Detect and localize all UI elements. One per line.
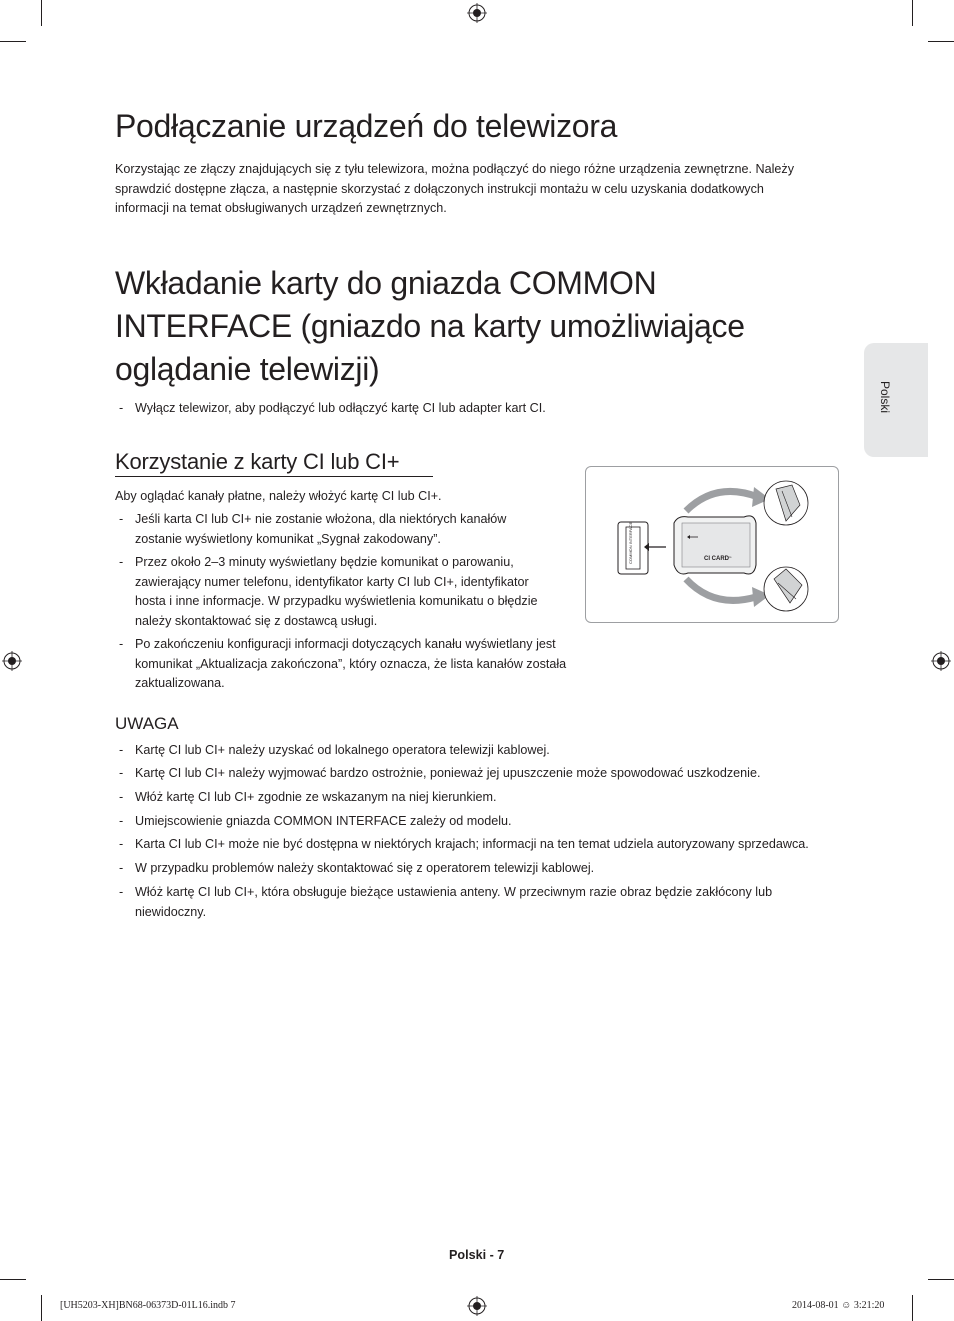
crop-mark	[41, 0, 42, 26]
section-title-ci-card: Korzystanie z karty CI lub CI+	[115, 449, 400, 474]
section-title-underline	[115, 476, 433, 477]
power-off-note: Wyłącz telewizor, aby podłączyć lub odłączyć kartę CI lub adapter kart CI.	[135, 401, 546, 415]
notes-title: UWAGA	[115, 714, 179, 733]
imprint-timestamp: 2014-08-01 ☺ 3:21:20	[792, 1300, 885, 1311]
registration-mark-icon	[2, 651, 22, 671]
list-item: Jeśli karta CI lub CI+ nie zostanie włożona, dla niektórych kanałów zostanie wyświetlony komunikat „Sygnał zakodowany”.	[135, 512, 507, 546]
page-title: Podłączanie urządzeń do telewizora	[115, 108, 618, 144]
crop-mark	[928, 41, 954, 42]
crop-mark	[912, 0, 913, 26]
registration-mark-icon	[467, 3, 487, 23]
ci-card-drawing	[586, 467, 837, 621]
list-item: Po zakończeniu konfiguracji informacji dotyczących kanału wyświetlany jest komunikat „Aktualizacja zakończona”, który oznacza, że lista kanałów została zaktualizowana.	[135, 637, 567, 690]
bullet-dash: -	[119, 790, 124, 804]
list-item: Przez około 2–3 minuty wyświetlany będzie komunikat o parowaniu, zawierający numer telefonu, identyfikator karty CI lub CI+, identyfikator hosta i inne informacje. W przypadku wyświetlenia komunikatu o błędzie należy skontaktować się z dostawcą usługi.	[135, 555, 538, 628]
ci-intro: Aby oglądać kanały płatne, należy włożyć kartę CI lub CI+.	[115, 489, 442, 503]
page-number: Polski - 7	[449, 1248, 505, 1262]
language-tab	[864, 343, 928, 457]
list-item: Karta CI lub CI+ może nie być dostępna w niektórych krajach; informacji na ten temat udziela autoryzowany sprzedawca.	[135, 837, 809, 851]
list-item: Włóż kartę CI lub CI+, która obsługuje bieżące ustawienia anteny. W przeciwnym razie obraz będzie zakłócony lub niewidoczny.	[135, 885, 773, 919]
crop-mark	[0, 1279, 26, 1280]
bullet-dash: -	[119, 512, 124, 526]
intro-paragraph: Korzystając ze złączy znajdujących się z tyłu telewizora, można podłączyć do niego różne urządzenia zewnętrzne. Należy sprawdzić dostępne złącza, a następnie skorzystać z dołączonych instrukcji montażu w celu uzyskania dodatkowych informacji na temat obsługiwanych urządzeń zewnętrznych.	[115, 162, 794, 215]
bullet-dash: -	[119, 555, 124, 569]
language-tab-label: Polski	[878, 381, 892, 414]
bullet-dash: -	[119, 637, 124, 651]
slot-label: COMMON INTERFACE	[628, 521, 633, 564]
list-item: Umiejscowienie gniazda COMMON INTERFACE zależy od modelu.	[135, 814, 512, 828]
list-item: W przypadku problemów należy skontaktować się z operatorem telewizji kablowej.	[135, 861, 595, 875]
list-item: Kartę CI lub CI+ należy uzyskać od lokalnego operatora telewizji kablowej.	[135, 743, 550, 757]
bullet-dash: -	[119, 743, 124, 757]
crop-mark	[928, 1279, 954, 1280]
list-item: Włóż kartę CI lub CI+ zgodnie ze wskazanym na niej kierunkiem.	[135, 790, 497, 804]
card-label: CI CARD	[704, 556, 729, 562]
bullet-dash: -	[119, 766, 124, 780]
list-item: Kartę CI lub CI+ należy wyjmować bardzo ostrożnie, ponieważ jej upuszczenie może spowodować uszkodzenie.	[135, 766, 761, 780]
crop-mark	[41, 1295, 42, 1321]
bullet-dash: -	[119, 401, 124, 415]
bullet-dash: -	[119, 885, 124, 899]
bullet-dash: -	[119, 861, 124, 875]
crop-mark	[0, 41, 26, 42]
crop-mark	[912, 1295, 913, 1321]
section-title-common-interface: Wkładanie karty do gniazda COMMON INTERFACE (gniazdo na karty umożliwiające oglądanie telewizji)	[115, 265, 745, 387]
bullet-dash: -	[119, 814, 124, 828]
registration-mark-icon	[931, 651, 951, 671]
ci-card-illustration	[585, 466, 839, 623]
imprint-file: [UH5203-XH]BN68-06373D-01L16.indb 7	[60, 1300, 236, 1311]
card-label-tm: tm	[728, 555, 732, 559]
registration-mark-icon	[467, 1296, 487, 1316]
bullet-dash: -	[119, 837, 124, 851]
